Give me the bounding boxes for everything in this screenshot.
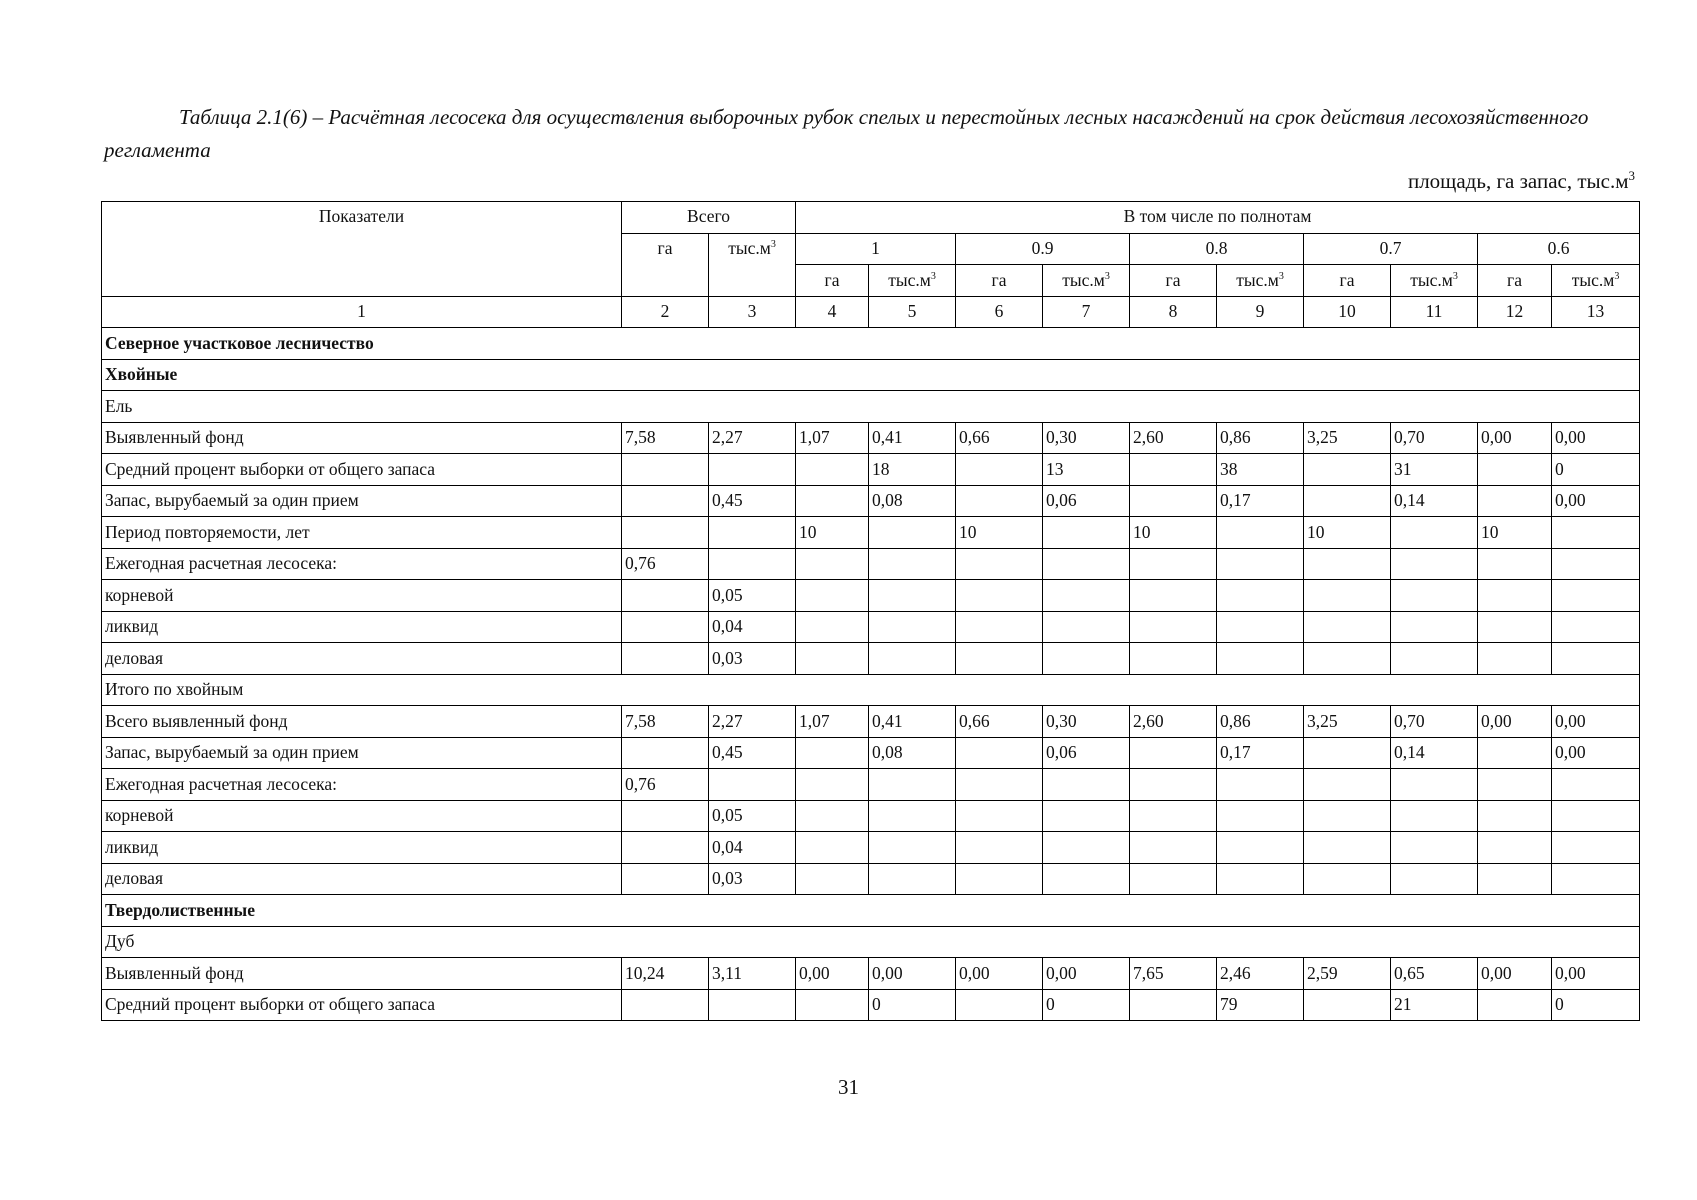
table-cell: 0,70 [1391,706,1478,738]
row-label: Выявленный фонд [102,958,622,990]
header-by-density: В том числе по полнотам [796,202,1640,234]
header-total: Всего [622,202,796,234]
row-label: деловая [102,863,622,895]
table-cell [1043,548,1130,580]
row-label: Период повторяемости, лет [102,517,622,549]
table-cell [1130,737,1217,769]
table-cell: 0,00 [796,958,869,990]
table-cell [956,832,1043,864]
table-cell [709,769,796,801]
header-unit-volume [1552,265,1640,297]
header-unit-ha: га [1130,265,1217,297]
table-cell [622,485,709,517]
table-cell [1478,611,1552,643]
table-row [102,832,1640,864]
units-note [1408,168,1635,194]
units-sup: 3 [1628,168,1635,183]
table-cell [1130,832,1217,864]
header-unit-volume [869,265,956,297]
header-unit-sup: 3 [1278,270,1284,282]
table-cell: 2,60 [1130,706,1217,738]
row-label: ликвид [102,832,622,864]
table-cell [1391,580,1478,612]
table-row [102,643,1640,675]
table-cell: 0,04 [709,832,796,864]
table-cell: 0 [1552,989,1640,1021]
column-number: 10 [1304,296,1391,328]
table-cell: 0,00 [1478,958,1552,990]
table-cell [622,454,709,486]
table-cell: 18 [869,454,956,486]
table-cell [1552,548,1640,580]
header-unit-volume [1217,265,1304,297]
table-cell: 0,41 [869,422,956,454]
table-cell: 0,08 [869,737,956,769]
table-cell: 0,00 [1043,958,1130,990]
table-cell [1043,800,1130,832]
header-unit: тыс.м [1410,269,1453,290]
table-cell [956,454,1043,486]
table-cell [1478,454,1552,486]
table-cell [869,611,956,643]
table-cell [1478,863,1552,895]
table-cell [1217,548,1304,580]
header-unit-sup: 3 [1104,270,1110,282]
table-cell: 0 [1552,454,1640,486]
table-row [102,800,1640,832]
table-cell [622,737,709,769]
table-cell [1043,863,1130,895]
table-cell [796,580,869,612]
table-cell [869,800,956,832]
table-cell: 13 [1043,454,1130,486]
table-cell: 0,00 [1478,422,1552,454]
table-cell: 0,66 [956,422,1043,454]
table-cell [1217,580,1304,612]
table-cell: 0,30 [1043,706,1130,738]
header-unit: тыс.м [1062,269,1105,290]
table-cell [1304,863,1391,895]
header-unit: тыс.м [728,237,771,258]
table-cell: 2,46 [1217,958,1304,990]
table-cell [1552,517,1640,549]
table-cell: 2,27 [709,706,796,738]
table-cell: 10 [1304,517,1391,549]
table-cell [1130,989,1217,1021]
table-cell [622,832,709,864]
table-cell [1304,737,1391,769]
table-cell: 0,45 [709,485,796,517]
table-cell [1552,863,1640,895]
table-cell [796,800,869,832]
table-cell: 0,00 [1552,958,1640,990]
section-label: Ель [102,391,1640,423]
table-cell: 79 [1217,989,1304,1021]
table-cell [796,485,869,517]
header-unit-ha: га [796,265,869,297]
table-cell [1130,485,1217,517]
column-number: 13 [1552,296,1640,328]
table-cell [956,485,1043,517]
table-cell: 3,25 [1304,422,1391,454]
table-cell [709,548,796,580]
table-cell [1391,769,1478,801]
table-cell [1043,769,1130,801]
column-number: 2 [622,296,709,328]
table-cell: 31 [1391,454,1478,486]
table-cell [1217,611,1304,643]
table-cell [1130,800,1217,832]
header-indicators: Показатели [102,202,622,297]
table-cell: 7,58 [622,422,709,454]
section-row [102,895,1640,927]
table-cell [869,769,956,801]
table-cell [1217,863,1304,895]
column-number: 4 [796,296,869,328]
header-unit-sup: 3 [1614,270,1620,282]
table-cell: 0,45 [709,737,796,769]
table-cell: 0,00 [956,958,1043,990]
table-cell: 0,76 [622,548,709,580]
column-number: 8 [1130,296,1217,328]
table-cell [1478,580,1552,612]
table-cell [1130,611,1217,643]
table-cell: 0,86 [1217,422,1304,454]
page-number: 31 [838,1075,859,1099]
section-row [102,674,1640,706]
table-cell [796,548,869,580]
table-row [102,706,1640,738]
table-row [102,769,1640,801]
table-cell [1217,769,1304,801]
table-cell [1217,643,1304,675]
table-cell [869,548,956,580]
table-cell: 0,05 [709,580,796,612]
table-cell [1478,769,1552,801]
table-cell: 2,60 [1130,422,1217,454]
section-row [102,359,1640,391]
table-cell: 0,00 [1552,706,1640,738]
header-density-08: 0.8 [1130,233,1304,265]
table-cell: 38 [1217,454,1304,486]
column-number: 6 [956,296,1043,328]
table-cell [1391,800,1478,832]
column-number: 12 [1478,296,1552,328]
table-cell [1304,548,1391,580]
table-cell [1130,548,1217,580]
table-cell [1391,832,1478,864]
table-cell [956,737,1043,769]
table-cell [1304,454,1391,486]
section-label: Хвойные [102,359,1640,391]
table-row [102,422,1640,454]
table-cell [1304,832,1391,864]
table-cell [1552,580,1640,612]
table-cell [1304,800,1391,832]
table-cell [1478,800,1552,832]
table-cell: 2,59 [1304,958,1391,990]
table-row [102,737,1640,769]
header-unit-sup: 3 [770,238,776,250]
table-cell [1478,832,1552,864]
table-cell [709,517,796,549]
table-cell [796,989,869,1021]
table-cell: 0,70 [1391,422,1478,454]
table-cell [1304,989,1391,1021]
section-label: Итого по хвойным [102,674,1640,706]
table-row [102,454,1640,486]
table-cell: 0 [1043,989,1130,1021]
table-row [102,580,1640,612]
table-row [102,517,1640,549]
header-unit: тыс.м [888,269,931,290]
table-cell [956,548,1043,580]
table-cell [1130,454,1217,486]
table-cell [956,769,1043,801]
table-cell: 0,14 [1391,485,1478,517]
table-cell [1391,517,1478,549]
table-cell [1478,989,1552,1021]
table-cell: 3,25 [1304,706,1391,738]
table-cell: 10 [1130,517,1217,549]
table-cell: 0,00 [1552,485,1640,517]
table-cell [869,580,956,612]
table-cell [1478,737,1552,769]
table-cell [956,863,1043,895]
table-caption: Таблица 2.1(6) – Расчётная лесосека для осуществления выборочных рубок спелых и перестойных лесных насаждений на срок действия лесохозяйственного регламента [104,105,1589,162]
column-number: 3 [709,296,796,328]
section-label: Твердолиственные [102,895,1640,927]
table-cell: 0,17 [1217,737,1304,769]
section-row [102,328,1640,360]
table-cell [796,737,869,769]
table-cell: 0,66 [956,706,1043,738]
table-cell: 0,76 [622,769,709,801]
table-cell [796,769,869,801]
table-cell [796,832,869,864]
row-label: Ежегодная расчетная лесосека: [102,769,622,801]
table-cell [1552,800,1640,832]
table-cell [1552,643,1640,675]
table-cell: 7,65 [1130,958,1217,990]
table-cell [1391,548,1478,580]
column-number: 11 [1391,296,1478,328]
section-label: Дуб [102,926,1640,958]
forest-table [101,201,1640,1021]
table-cell [1043,832,1130,864]
table-row [102,863,1640,895]
table-cell [1217,832,1304,864]
header-density-1: 1 [796,233,956,265]
table-cell [1304,611,1391,643]
table-cell [1043,643,1130,675]
table-cell [1391,611,1478,643]
table-cell [1304,580,1391,612]
table-cell [1478,643,1552,675]
table-cell [1304,643,1391,675]
header-unit-volume [1043,265,1130,297]
row-label: деловая [102,643,622,675]
table-cell: 3,11 [709,958,796,990]
table-cell [869,643,956,675]
table-cell: 0,03 [709,643,796,675]
table-cell [1552,832,1640,864]
header-density-07: 0.7 [1304,233,1478,265]
table-cell [1217,517,1304,549]
table-cell [622,800,709,832]
row-label: Запас, вырубаемый за один прием [102,485,622,517]
table-cell: 1,07 [796,706,869,738]
table-cell: 10,24 [622,958,709,990]
header-unit-sup: 3 [930,270,936,282]
table-cell [1391,643,1478,675]
table-cell [622,580,709,612]
units-text: площадь, га запас, тыс.м [1407,169,1629,193]
table-cell: 10 [796,517,869,549]
row-label: Ежегодная расчетная лесосека: [102,548,622,580]
header-total-ha: га [622,233,709,296]
table-cell [1130,863,1217,895]
table-cell: 0,03 [709,863,796,895]
table-cell [796,643,869,675]
section-row [102,926,1640,958]
table-cell [956,611,1043,643]
row-label: корневой [102,800,622,832]
table-cell: 0,14 [1391,737,1478,769]
table-cell [1217,800,1304,832]
table-cell: 0,41 [869,706,956,738]
table-cell [869,832,956,864]
table-cell: 0,30 [1043,422,1130,454]
table-cell: 21 [1391,989,1478,1021]
table-cell [1478,548,1552,580]
table-cell: 0,00 [1552,737,1640,769]
table-cell [1391,863,1478,895]
table-row [102,548,1640,580]
table-cell [1478,485,1552,517]
section-label: Северное участковое лесничество [102,328,1640,360]
table-row [102,611,1640,643]
section-row [102,391,1640,423]
table-row [102,989,1640,1021]
table-cell: 0,00 [1478,706,1552,738]
header-density-09: 0.9 [956,233,1130,265]
table-cell [622,863,709,895]
table-cell [1304,485,1391,517]
header-unit-ha: га [1478,265,1552,297]
table-cell [956,643,1043,675]
table-cell [869,517,956,549]
table-cell: 10 [1478,517,1552,549]
table-cell [956,800,1043,832]
table-cell [796,611,869,643]
table-cell: 0 [869,989,956,1021]
table-cell: 0,00 [869,958,956,990]
table-cell: 1,07 [796,422,869,454]
table-cell [622,611,709,643]
header-unit-volume [1391,265,1478,297]
row-label: Средний процент выборки от общего запаса [102,454,622,486]
row-label: Выявленный фонд [102,422,622,454]
table-cell: 7,58 [622,706,709,738]
table-cell [1043,611,1130,643]
table-cell: 0,06 [1043,485,1130,517]
table-cell [622,643,709,675]
table-cell: 0,04 [709,611,796,643]
table-row [102,485,1640,517]
table-cell [869,863,956,895]
table-row [102,958,1640,990]
header-unit-sup: 3 [1452,270,1458,282]
table-cell [622,989,709,1021]
table-cell [709,454,796,486]
header-total-volume [709,233,796,296]
table-cell [1130,769,1217,801]
table-cell: 2,27 [709,422,796,454]
table-cell [709,989,796,1021]
row-label: Средний процент выборки от общего запаса [102,989,622,1021]
table-cell [622,517,709,549]
table-cell: 0,08 [869,485,956,517]
table-cell: 0,00 [1552,422,1640,454]
header-unit-ha: га [1304,265,1391,297]
table-cell [956,580,1043,612]
header-density-06: 0.6 [1478,233,1640,265]
row-label: Всего выявленный фонд [102,706,622,738]
table-cell: 0,65 [1391,958,1478,990]
table-cell [1304,769,1391,801]
table-cell [796,454,869,486]
column-number: 9 [1217,296,1304,328]
column-number: 5 [869,296,956,328]
header-unit: тыс.м [1571,269,1615,290]
table-cell: 0,05 [709,800,796,832]
table-cell [1043,580,1130,612]
header-unit: тыс.м [1236,269,1279,290]
table-cell [1130,643,1217,675]
table-cell: 0,06 [1043,737,1130,769]
row-label: ликвид [102,611,622,643]
table-cell: 10 [956,517,1043,549]
table-cell [1552,769,1640,801]
table-cell [796,863,869,895]
table-cell [1130,580,1217,612]
table-cell: 0,17 [1217,485,1304,517]
table-cell [956,989,1043,1021]
table-cell [1552,611,1640,643]
header-unit-ha: га [956,265,1043,297]
column-number: 1 [102,296,622,328]
table-cell: 0,86 [1217,706,1304,738]
table-cell [1043,517,1130,549]
row-label: Запас, вырубаемый за один прием [102,737,622,769]
column-number: 7 [1043,296,1130,328]
row-label: корневой [102,580,622,612]
